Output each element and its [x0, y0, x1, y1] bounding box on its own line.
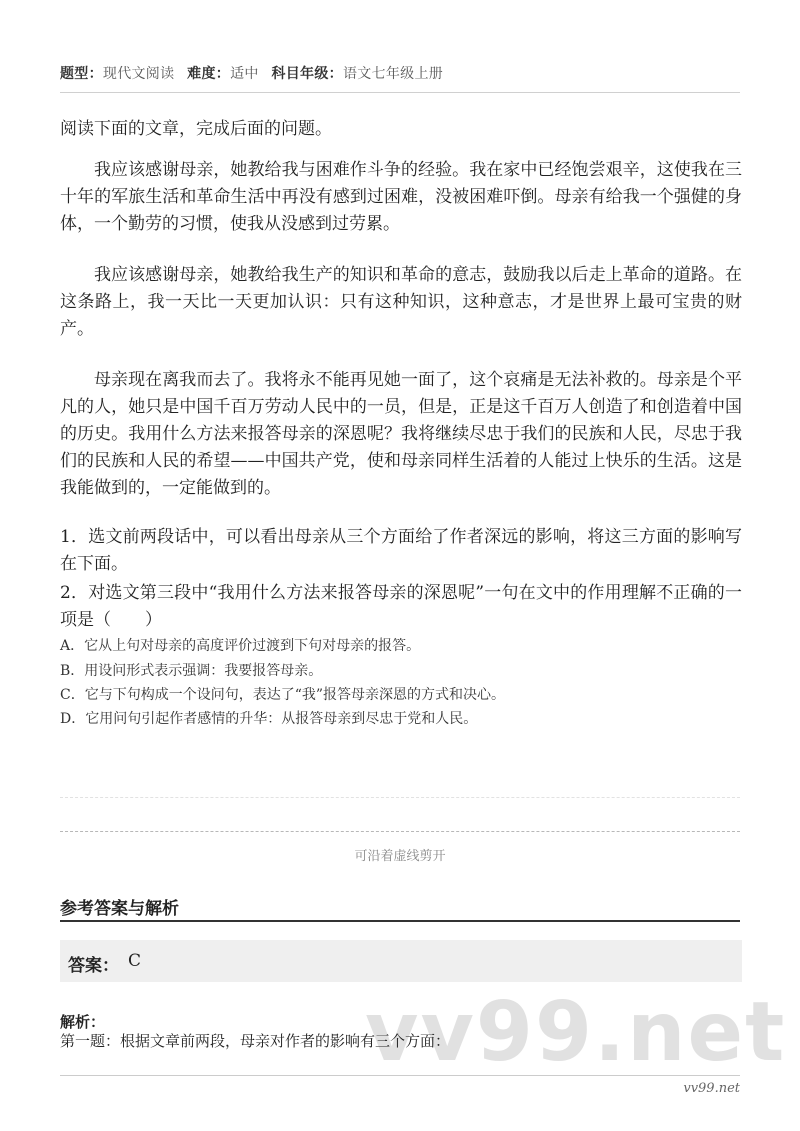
footer-site: vv99.net	[683, 1081, 740, 1096]
type-value: 现代文阅读	[102, 66, 175, 82]
grade-label: 科目年级：	[271, 66, 343, 82]
difficulty-label: 难度：	[187, 66, 231, 82]
question-2: 2．对选文第三段中“我用什么方法来报答母亲的深恩呢”一句在文中的作用理解不正确的一项是（ ）	[60, 583, 742, 630]
answer-label: 答案：	[68, 956, 119, 976]
grade-value: 语文七年级上册	[342, 66, 444, 82]
type-label: 题型：	[60, 66, 103, 82]
answer-box	[60, 940, 742, 982]
passage-paragraph-3: 母亲现在离我而去了。我将永不能再见她一面了，这个哀痛是无法补救的。母亲是个平凡的人，她只是中国千百万劳动人民中的一员，但是，正是这千百万人创造了和创造着中国的历史。我用什么方法来报答母亲的深恩呢？我将继续尽忠于我们的民族和人民，尽忠于我们的民族和人民的希望——中国共产党，使和母亲同样生活着的人能过上快乐的生活。这是我能做到的，一定能做到的。	[60, 370, 742, 498]
option-a: A．它从上句对母亲的高度评价过渡到下句对母亲的报答。	[60, 638, 421, 654]
difficulty-value: 适中	[230, 66, 259, 82]
cut-hint: 可沿着虚线剪开	[354, 849, 446, 864]
answer-section-divider	[60, 920, 740, 922]
answer-section-title: 参考答案与解析	[60, 899, 179, 919]
question-1: 1．选文前两段话中，可以看出母亲从三个方面给了作者深远的影响，将这三方面的影响写在下面。	[60, 527, 742, 574]
footer-divider	[60, 1075, 740, 1076]
passage-paragraph-1: 我应该感谢母亲，她教给我与困难作斗争的经验。我在家中已经饱尝艰辛，这使我在三十年的军旅生活和革命生活中再没有感到过困难，没被困难吓倒。母亲有给我一个强健的身体，一个勤劳的习惯，使我从没感到过劳累。	[60, 160, 742, 234]
reading-instruction: 阅读下面的文章，完成后面的问题。	[60, 119, 332, 139]
watermark: vv99.net	[365, 985, 787, 1080]
option-c: C．它与下句构成一个设问句，表达了“我”报答母亲深恩的方式和决心。	[60, 687, 506, 703]
passage-paragraph-2: 我应该感谢母亲，她教给我生产的知识和革命的意志，鼓励我以后走上革命的道路。在这条路上，我一天比一天更加认识：只有这种知识，这种意志，才是世界上最可宝贵的财产。	[60, 265, 742, 339]
option-d: D．它用问句引起作者感情的升华：从报答母亲到尽忠于党和人民。	[60, 711, 478, 727]
analysis-text: 第一题：根据文章前两段，母亲对作者的影响有三个方面：	[60, 1032, 451, 1050]
header-divider	[60, 92, 740, 93]
option-b: B．用设问形式表示强调：我要报答母亲。	[60, 663, 323, 679]
answer-value: C	[128, 951, 142, 971]
analysis-label: 解析：	[60, 1013, 106, 1031]
question-meta	[60, 63, 451, 83]
faint-dashed-line	[60, 797, 740, 798]
cut-dashed-line	[60, 831, 740, 832]
